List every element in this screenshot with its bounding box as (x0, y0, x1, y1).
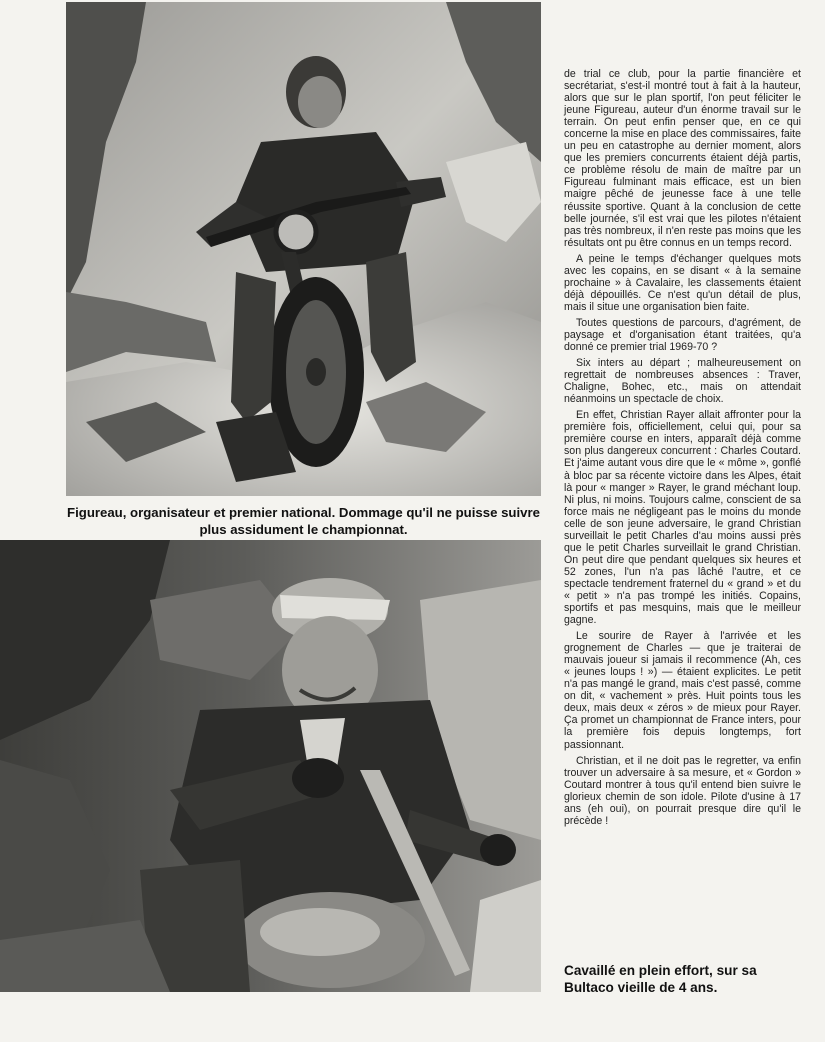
article-paragraph: En effet, Christian Rayer allait affronter pour la première fois, officiellement, celui qui, pour sa première course en inters, apparaît déjà comme son plus dangereux concurrent : Charles Coutard. Et j'aime autant vous dire que le « môme », gonflé à bloc par sa récente victoire dans les Alpes, était là pour « manger » Rayer, le grand méchant loup. Ni plus, ni moins. Toujours calme, conscient de sa force mais ne négligeant pas le moins du monde celle de son jeune adversaire, le grand Christian surveillait le petit Charles d'au moins aussi près que le petit Charles surveillait le grand Christian. On peut dire que pendant quelques six heures et 52 zones, l'un n'a pas lâché l'autre, et ce spectacle tendrement fraternel du « grand » et du « petit » n'a pas trompé les initiés. Copains, sportifs et pas mesquins, mais que le meilleur gagne. (564, 409, 801, 627)
article-paragraph: Toutes questions de parcours, d'agrément, de paysage et d'organisation étant traitées, qu'a donné ce premier trial 1969-70 ? (564, 316, 801, 354)
photo-figureau (66, 2, 541, 496)
article-paragraph: Le sourire de Rayer à l'arrivée et les grognement de Charles — que je traiterai de mauvais joueur si jamais il recommence (Ah, ces « jeunes loups ! ») — étaient explicites. Le petit n'a pas mangé le grand, mais c'est passé, comme on dit, « vachement » près. Huit points tous les deux, mais deux « zéros » de mieux pour Rayer. Ça promet un championnat de France inters, pour la première fois depuis longtemps, fort passionnant. (564, 630, 801, 751)
article-paragraph: Christian, et il ne doit pas le regretter, va enfin trouver un adversaire à sa mesure, et « Gordon » Coutard montrer à tous qu'il entend bien suivre le glorieux chemin de son idole. Pilote d'usine à 17 ans (eh oui), on pourrait presque dire qu'il le précède ! (564, 754, 801, 827)
article-text (564, 68, 801, 831)
article-paragraph: A peine le temps d'échanger quelques mots avec les copains, en se disant « à la semaine prochaine » à Cavalaire, les classements étaient déjà dépouillés. Ce n'est qu'un détail de plus, mais il situe une organisation bien faite. (564, 252, 801, 313)
photo-figureau-image (66, 2, 541, 496)
article-paragraph: de trial ce club, pour la partie financière et secrétariat, s'est-il montré tout à fait à la hauteur, alors que sur le plan sportif, l'on peut féliciter le jeune Figureau, auteur d'un énorme travail sur le terrain. On peut enfin penser que, en ce qui concerne la mise en place des commissaires, faite un peu en catastrophe au dernier moment, alors que les premiers concurrents étaient déjà partis, ce problème résolu de main de maître par un Figureau fulminant mais efficace, est un bien maigre pêché de jeunesse face à une telle réussite sportive. Quant à la conclusion de cette belle journée, s'il est vrai que les pilotes n'étaient pas très nombreux, il n'en reste pas moins que les résultats ont pu être connus en un temps record. (564, 68, 801, 249)
article-paragraph: Six inters au départ ; malheureusement on regrettait de nombreuses absences : Traver, Chaligne, Bohec, etc., mais on attendait néanmoins un spectacle de choix. (564, 357, 801, 406)
photo-cavaille-image (0, 540, 541, 992)
photo-cavaille (0, 540, 541, 992)
caption-photo-figureau: Figureau, organisateur et premier national. Dommage qu'il ne puisse suivre plus assidument le championnat. (67, 505, 540, 537)
caption-photo-cavaille: Cavaillé en plein effort, sur sa Bultaco vieille de 4 ans. (564, 963, 757, 995)
